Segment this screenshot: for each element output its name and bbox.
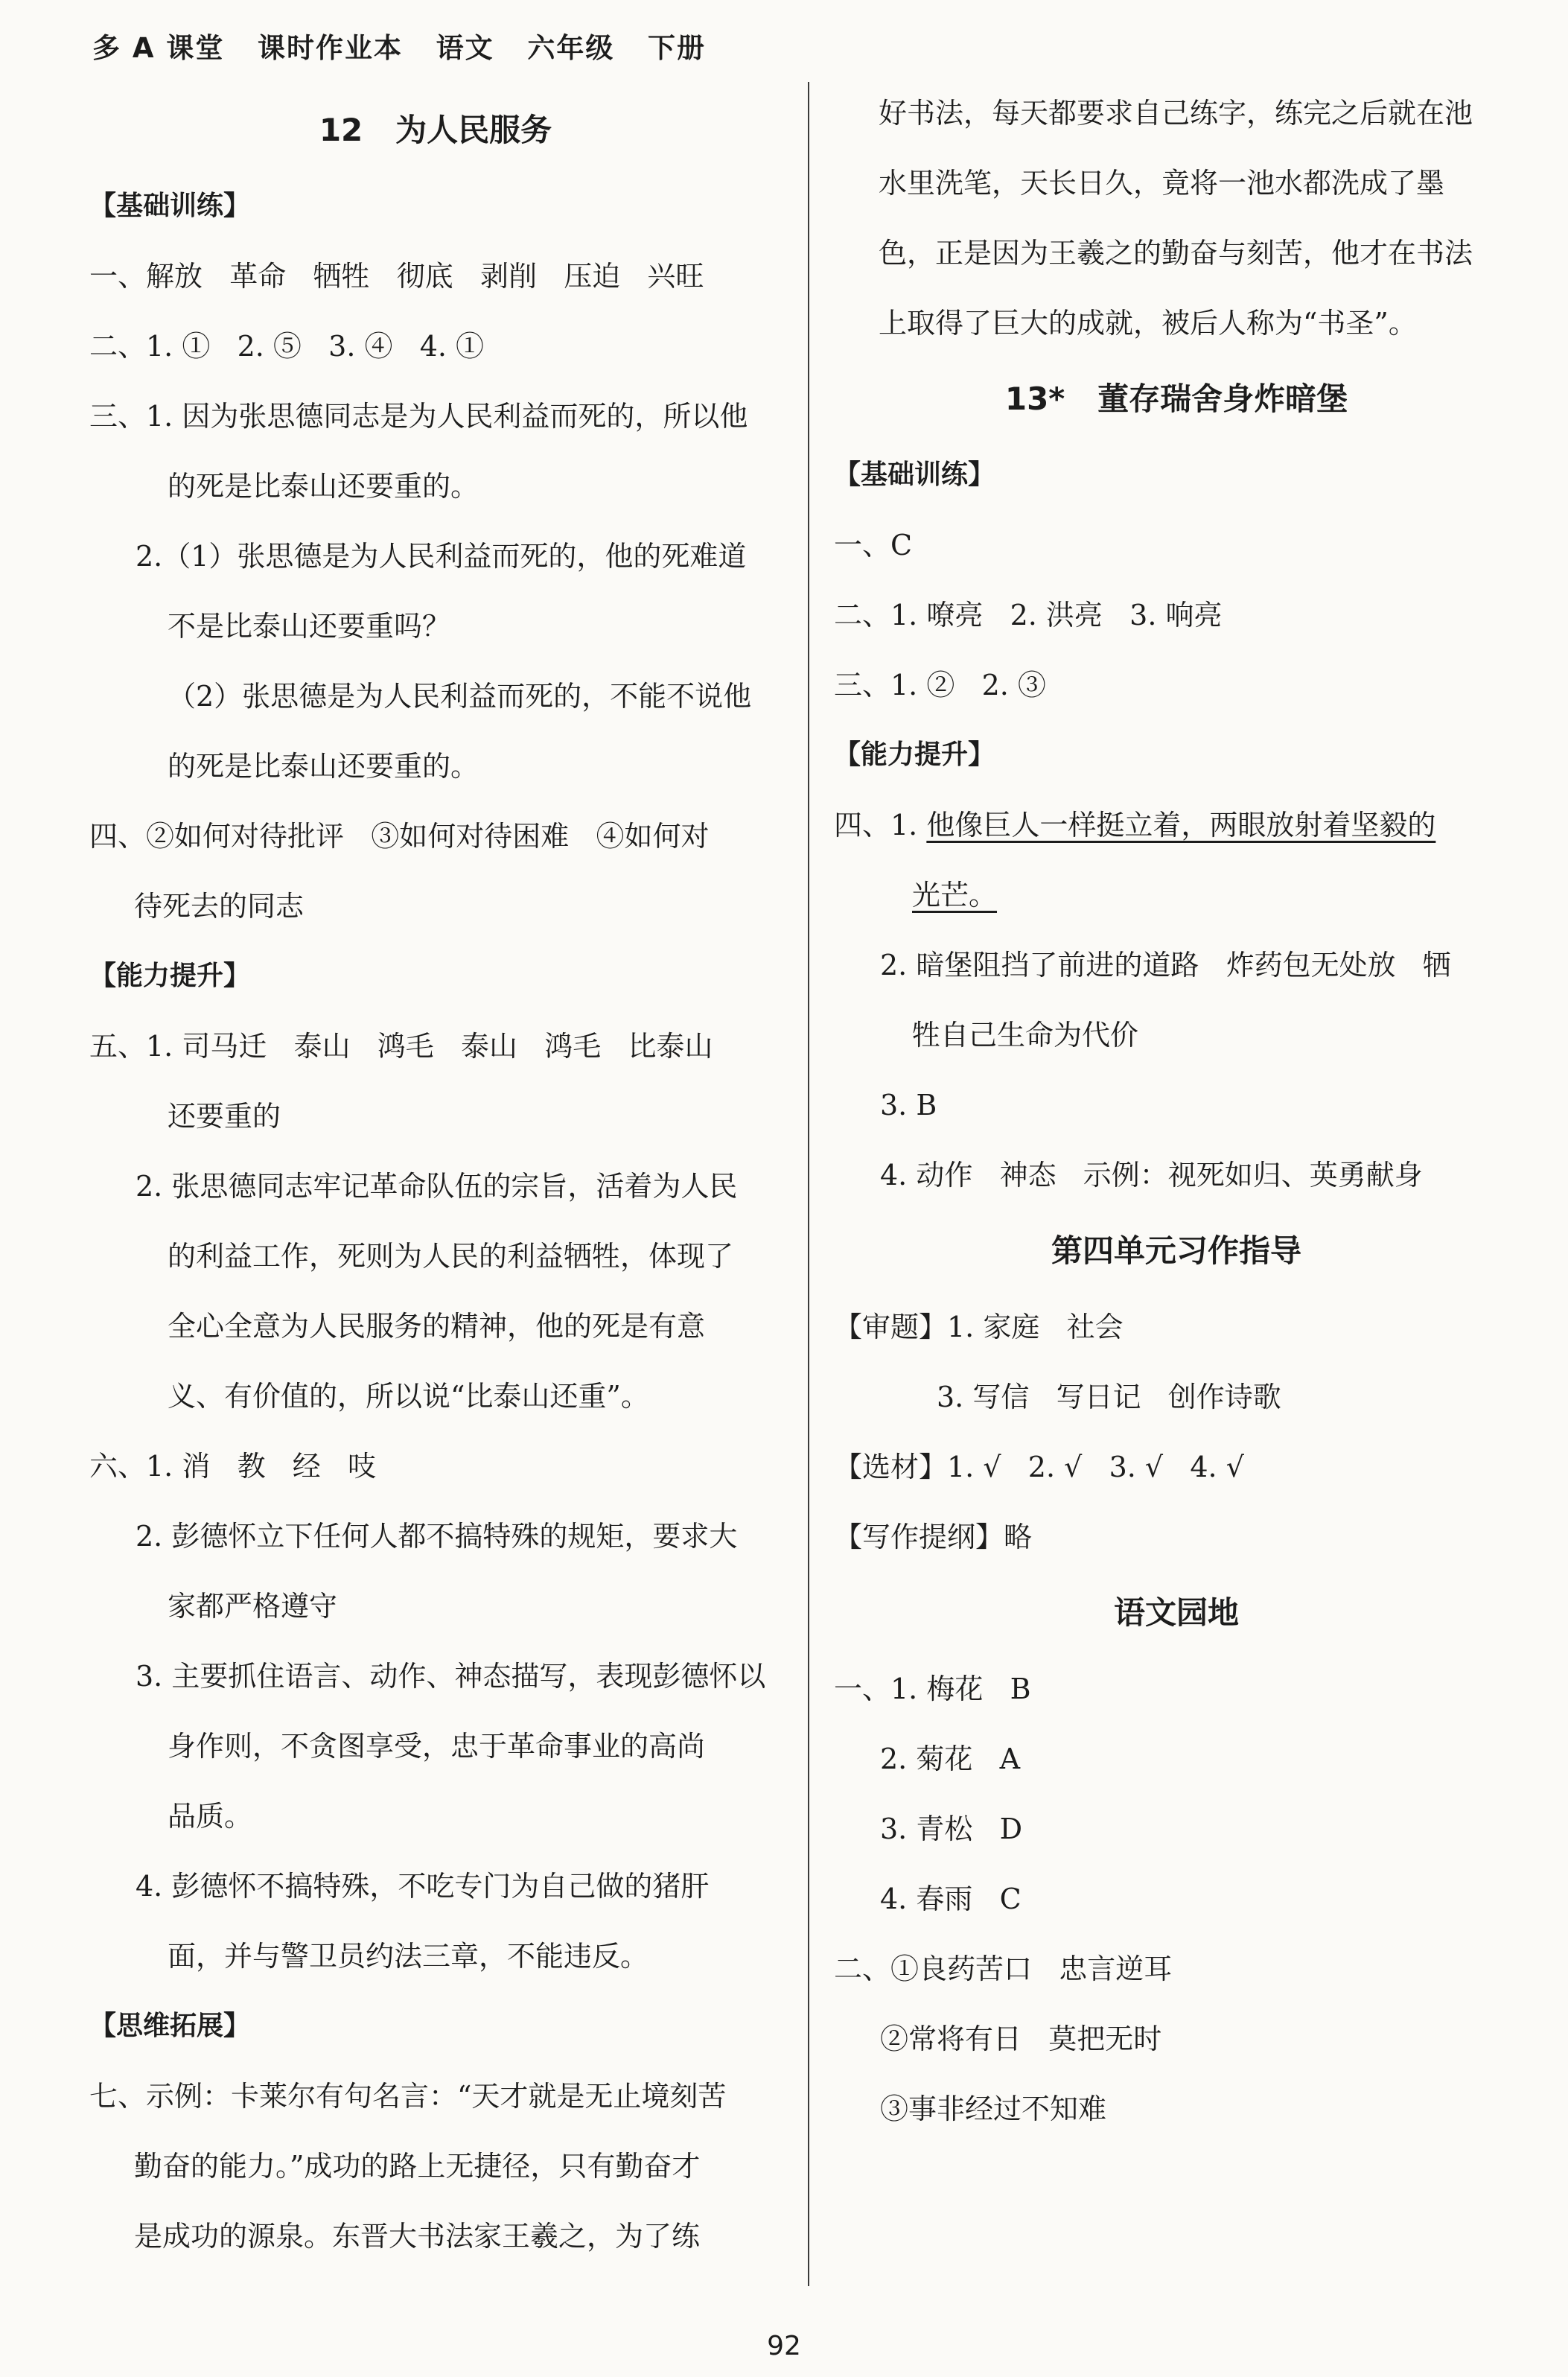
answer-line: 三、1. ② 2. ③ [834,669,1046,701]
answer-line: 二、①良药苦口 忠言逆耳 [834,1953,1173,1985]
answer-line: 二、1. ① 2. ⑤ 3. ④ 4. ① [89,330,485,363]
answer-line: ③事非经过不知难 [880,2093,1107,2125]
answer-line: 色，正是因为王羲之的勤奋与刻苦，他才在书法 [879,237,1473,270]
answer-line: 全心全意为人民服务的精神，他的死是有意 [168,1310,706,1343]
answer-line: 一、C [834,529,913,561]
answer-line: 家都严格遵守 [168,1590,338,1623]
yuandi-title: 语文园地 [1113,1594,1239,1631]
section-heading: 【能力提升】 [89,961,251,991]
answer-line: 2.（1）张思德是为人民利益而死的，他的死难道 [136,540,747,573]
answer-line: 3. 主要抓住语言、动作、神态描写，表现彭德怀以 [136,1660,766,1693]
answer-line: 一、1. 梅花 B [834,1673,1031,1705]
answer-line: 2. 张思德同志牢记革命队伍的宗旨，活着为人民 [136,1170,738,1203]
answer-line: 是成功的源泉。东晋大书法家王羲之，为了练 [134,2220,701,2253]
answer-line: 一、解放 革命 牺牲 彻底 剥削 压迫 兴旺 [89,260,704,293]
answer-line: 身作则，不贪图享受，忠于革命事业的高尚 [168,1730,706,1763]
answer-line: 六、1. 消 教 经 吱 [89,1450,377,1483]
answer-line: 2. 暗堡阻挡了前进的道路 炸药包无处放 牺 [880,949,1451,981]
answer-line: 七、示例：卡莱尔有句名言：“天才就是无止境刻苦 [89,2080,727,2113]
answer-line: 五、1. 司马迁 泰山 鸿毛 泰山 鸿毛 比泰山 [89,1030,713,1063]
answer-line: 还要重的 [168,1100,281,1133]
answer-line: （2）张思德是为人民利益而死的，不能不说他 [168,680,752,713]
lesson-13-title: 13* 董存瑞舍身炸暗堡 [1004,381,1348,417]
answer-line: 3. 青松 D [880,1813,1023,1845]
answer-line: 上取得了巨大的成就，被后人称为“书圣”。 [879,307,1417,340]
section-heading: 【能力提升】 [834,739,995,770]
right-column [834,78,1519,2144]
answer-line: 4. 动作 神态 示例：视死如归、英勇献身 [880,1159,1423,1191]
answer-line: 3. B [880,1089,937,1121]
answer-line: 待死去的同志 [134,890,305,923]
answer-line: 【审题】1. 家庭 社会 [834,1311,1124,1343]
answer-line: 好书法，每天都要求自己练字，练完之后就在池 [879,97,1473,130]
answer-line: 义、有价值的，所以说“比泰山还重”。 [168,1380,649,1413]
answer-line: ②常将有日 莫把无时 [880,2023,1162,2055]
answer-line: 4. 春雨 C [880,1883,1022,1915]
answer-line [834,860,1519,930]
answer-line: 勤奋的能力。”成功的路上无捷径，只有勤奋才 [134,2150,701,2183]
answer-line: 不是比泰山还要重吗？ [168,610,451,643]
answer-line: 2. 菊花 A [880,1743,1021,1775]
left-column [89,89,782,2271]
answer-line: 的死是比泰山还要重的。 [168,750,479,783]
answer-line: 四、②如何对待批评 ③如何对待困难 ④如何对 [89,820,710,853]
section-heading: 【思维拓展】 [89,2011,251,2041]
answer-line [834,790,1519,860]
answer-line: 的死是比泰山还要重的。 [168,470,479,503]
answer-prefix: 四、1. [834,809,927,841]
answer-line: 二、1. 嘹亮 2. 洪亮 3. 响亮 [834,599,1223,631]
answer-line: 水里洗笔，天长日久，竟将一池水都洗成了墨 [879,167,1445,200]
answer-line: 的利益工作，死则为人民的利益牺牲，体现了 [168,1240,734,1273]
answer-line: 面，并与警卫员约法三章，不能违反。 [168,1940,649,1973]
writing-guide-title: 第四单元习作指导 [1051,1232,1301,1269]
answer-line: 【选材】1. √ 2. √ 3. √ 4. √ [834,1451,1244,1483]
lesson-12-title: 12 为人民服务 [319,112,552,148]
answer-line: 4. 彭德怀不搞特殊，不吃专门为自己做的猪肝 [136,1870,710,1903]
underlined-sentence: 他像巨人一样挺立着，两眼放射着坚毅的 [926,809,1436,841]
answer-line: 品质。 [168,1800,253,1833]
answer-line: 3. 写信 写日记 创作诗歌 [937,1381,1281,1413]
section-heading: 【基础训练】 [834,459,995,490]
column-divider [808,82,809,2286]
answer-line: 三、1. 因为张思德同志是为人民利益而死的，所以他 [89,400,748,433]
section-heading: 【基础训练】 [89,191,251,221]
page-header: 多 A 课堂 课时作业本 语文 六年级 下册 [92,32,706,64]
page-number: 92 [767,2331,801,2361]
answer-line: 2. 彭德怀立下任何人都不搞特殊的规矩，要求大 [136,1520,738,1553]
underlined-sentence: 光芒。 [912,879,998,911]
answer-line: 牲自己生命为代价 [912,1019,1139,1051]
answer-line: 【写作提纲】略 [834,1521,1033,1553]
